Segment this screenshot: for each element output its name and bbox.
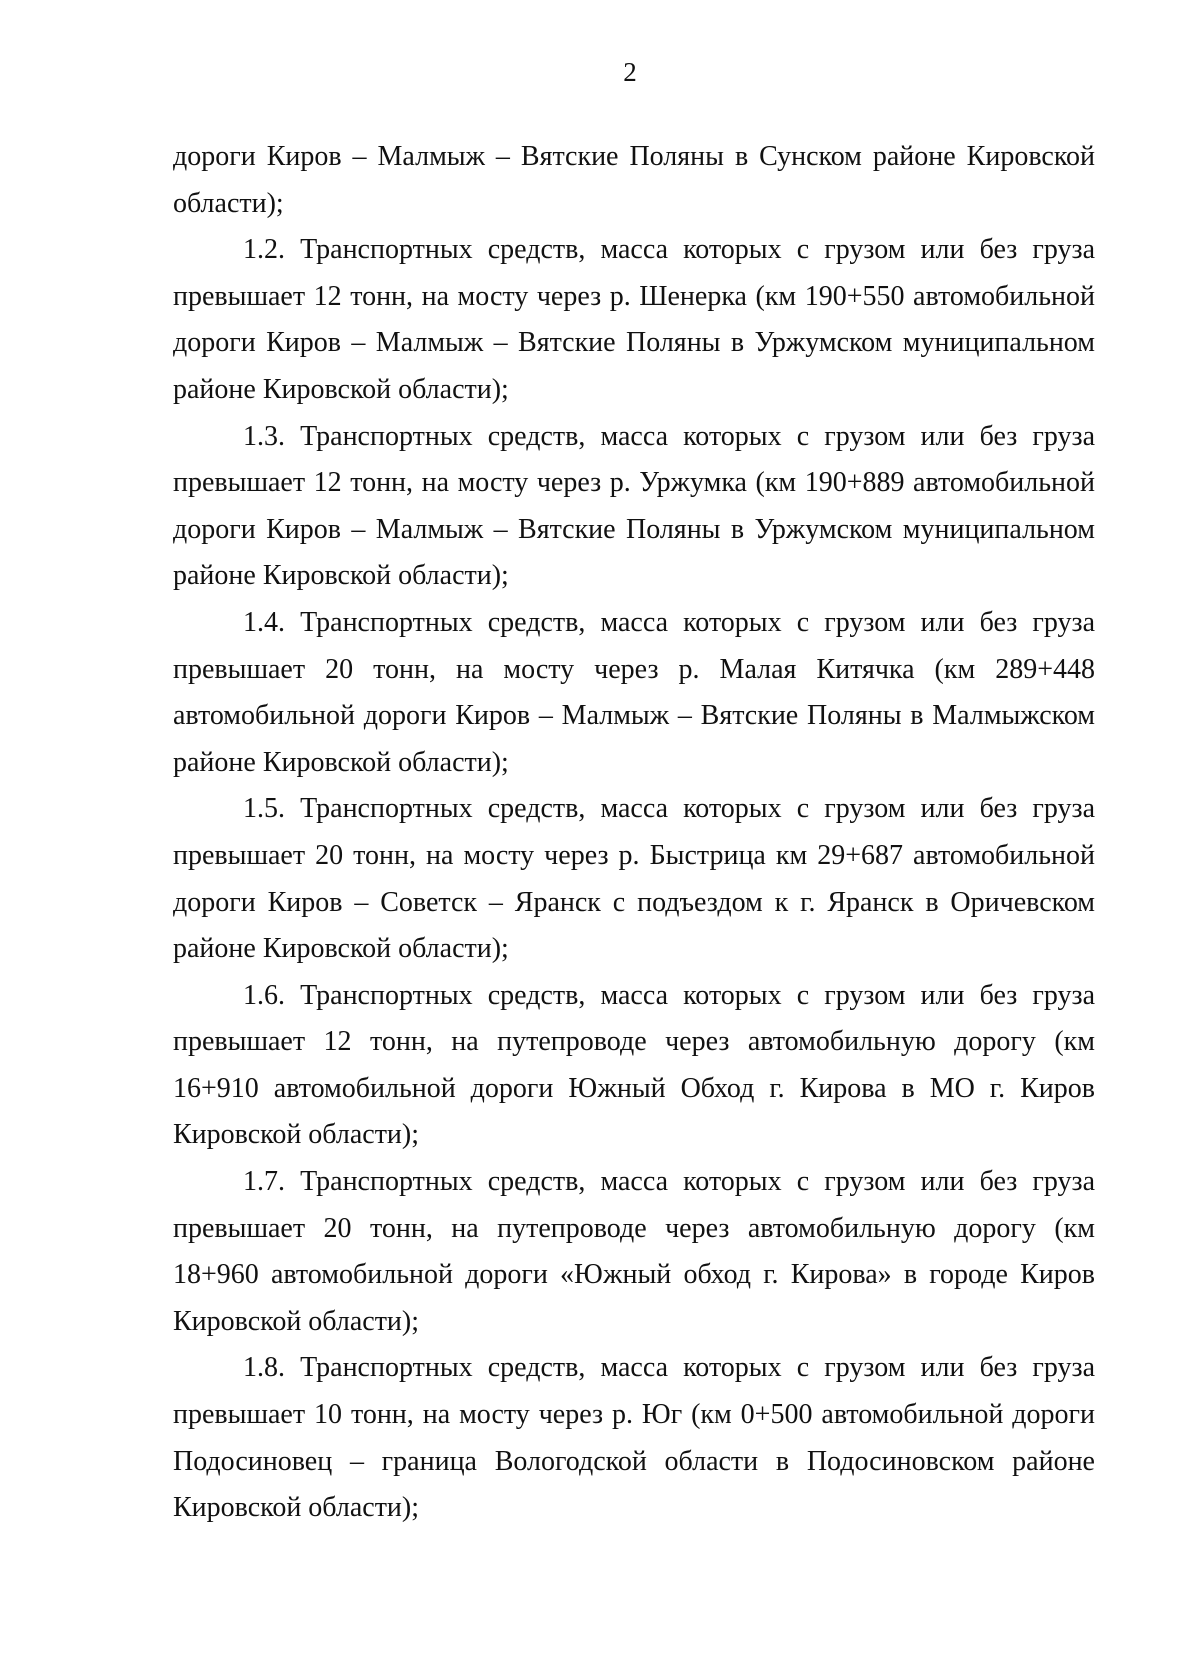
paragraph-item-1-2: 1.2. Транспортных средств, масса которых с грузом или без груза превышает 12 тонн, на мосту через р. Шенерка (км 190+550 автомобильной дороги Киров – Малмыж – Вятские Поляны в Уржумском муниципальном районе Кировской области); [173,234,1095,405]
paragraph-item-1-3: 1.3. Транспортных средств, масса которых с грузом или без груза превышает 12 тонн, на мосту через р. Уржумка (км 190+889 автомобильной дороги Киров – Малмыж – Вятские Поляны в Уржумском муниципальном районе Кировской области); [173,420,1095,592]
paragraph-item-1-7: 1.7. Транспортных средств, масса которых с грузом или без груза превышает 20 тонн, на путепроводе через автомобильную дорогу (км 18+960 автомобильной дороги «Южный обход г. Кирова» в городе Киров Кировской области); [173,1166,1095,1337]
paragraph-continuation: дороги Киров – Малмыж – Вятские Поляны в Сунском районе Кировской области); [173,141,1095,219]
document-body [173,134,1095,1532]
paragraph-item-1-4: 1.4. Транспортных средств, масса которых с грузом или без груза превышает 20 тонн, на мосту через р. Малая Китячка (км 289+448 автомобильной дороги Киров – Малмыж – Вятские Поляны в Малмыжском районе Кировской области); [173,606,1095,778]
paragraph-item-1-8: 1.8. Транспортных средств, масса которых с грузом или без груза превышает 10 тонн, на мосту через р. Юг (км 0+500 автомобильной дороги Подосиновец – граница Вологодской области в Подосиновском районе Кировской области); [173,1352,1095,1524]
paragraph-item-1-5: 1.5. Транспортных средств, масса которых с грузом или без груза превышает 20 тонн, на мосту через р. Быстрица км 29+687 автомобильной дороги Киров – Советск – Яранск с подъездом к г. Яранск в Оричевском районе Кировской области); [173,793,1095,965]
page-number: 2 [623,57,637,87]
paragraph-item-1-6: 1.6. Транспортных средств, масса которых с грузом или без груза превышает 12 тонн, на путепроводе через автомобильную дорогу (км 16+910 автомобильной дороги Южный Обход г. Кирова в МО г. Киров Кировской области); [173,979,1095,1151]
